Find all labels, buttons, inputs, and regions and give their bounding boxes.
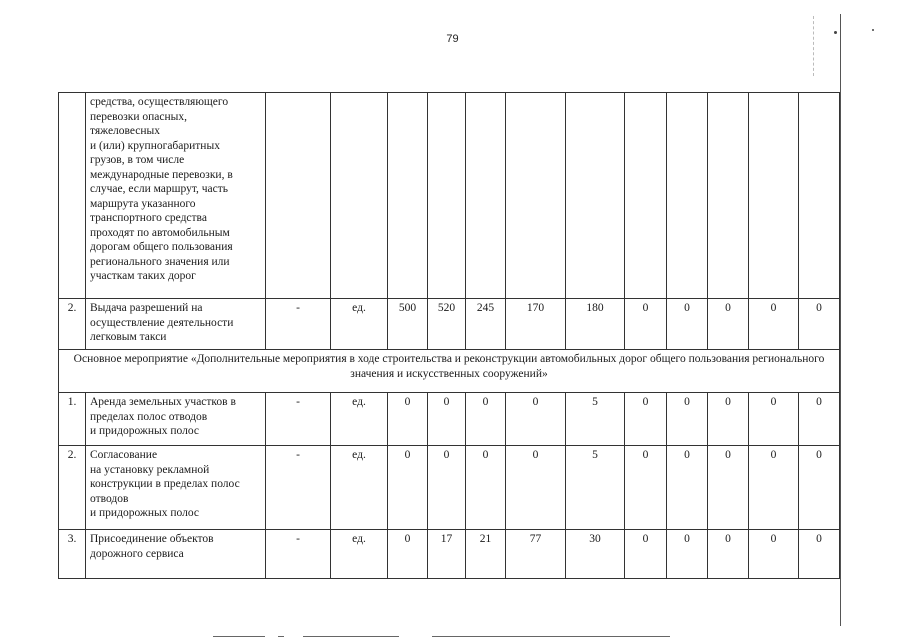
scan-speck [872, 29, 874, 31]
value-cell: 0 [428, 393, 466, 446]
value-cell [466, 93, 506, 299]
value-cell [708, 93, 749, 299]
value-cell: 0 [799, 393, 840, 446]
value-cell: 0 [708, 299, 749, 350]
scan-bottom-mark [213, 636, 265, 637]
value-cell: 0 [708, 446, 749, 530]
value-cell: 0 [625, 530, 667, 579]
value-cell: 0 [667, 446, 708, 530]
row-unit: ед. [331, 530, 388, 579]
row-number: 3. [59, 530, 86, 579]
value-cell: 30 [566, 530, 625, 579]
table-row [59, 299, 840, 350]
row-unit: ед. [331, 446, 388, 530]
value-cell: 21 [466, 530, 506, 579]
value-cell: 0 [749, 393, 799, 446]
value-cell: 0 [466, 393, 506, 446]
value-cell [566, 93, 625, 299]
value-cell: 0 [625, 393, 667, 446]
value-cell: 5 [566, 446, 625, 530]
value-cell: 0 [428, 446, 466, 530]
value-cell: 500 [388, 299, 428, 350]
scan-speck [834, 31, 837, 34]
scan-faint-line [813, 16, 815, 76]
value-cell: 0 [506, 393, 566, 446]
row-name: Присоединение объектов дорожного сервиса [86, 530, 266, 579]
row-name: средства, осуществляющего перевозки опасных, тяжеловесных и (или) крупногабаритных грузов, в том числе международные перевозки, в случае, если маршрут, часть маршрута указанного транспортного средства проходят по автомобильным дорогам общего пользования регионального значения или участкам таких дорог [86, 93, 266, 299]
page-number: 79 [446, 33, 459, 45]
value-cell: 0 [749, 530, 799, 579]
row-name: Аренда земельных участков в пределах полос отводов и придорожных полос [86, 393, 266, 446]
value-cell: 170 [506, 299, 566, 350]
value-cell: 0 [388, 393, 428, 446]
section-title: Основное мероприятие «Дополнительные мероприятия в ходе строительства и реконструкции автомобильных дорог общего пользования регионального значения и искусственных сооружений» [59, 350, 840, 393]
value-cell [749, 93, 799, 299]
row-source: - [266, 299, 331, 350]
table-body [59, 93, 840, 579]
value-cell: 0 [625, 299, 667, 350]
value-cell: 0 [799, 299, 840, 350]
value-cell [625, 93, 667, 299]
indicator-table [58, 92, 840, 579]
value-cell [506, 93, 566, 299]
row-source: - [266, 393, 331, 446]
value-cell [388, 93, 428, 299]
row-source: - [266, 530, 331, 579]
table-row [59, 93, 840, 299]
value-cell: 245 [466, 299, 506, 350]
value-cell: 0 [667, 530, 708, 579]
row-source: - [266, 446, 331, 530]
row-name: Согласование на установку рекламной конструкции в пределах полос отводов и придорожных полос [86, 446, 266, 530]
table-row [59, 530, 840, 579]
value-cell [799, 93, 840, 299]
value-cell: 0 [667, 299, 708, 350]
table-row [59, 393, 840, 446]
value-cell: 0 [388, 446, 428, 530]
value-cell: 0 [708, 393, 749, 446]
row-number: 2. [59, 299, 86, 350]
row-number: 2. [59, 446, 86, 530]
row-number [59, 93, 86, 299]
value-cell: 0 [506, 446, 566, 530]
value-cell [667, 93, 708, 299]
section-row [59, 350, 840, 393]
table-row [59, 446, 840, 530]
value-cell: 0 [749, 299, 799, 350]
value-cell [428, 93, 466, 299]
value-cell: 180 [566, 299, 625, 350]
row-name: Выдача разрешений на осуществление деятельности легковым такси [86, 299, 266, 350]
value-cell: 0 [625, 446, 667, 530]
value-cell: 0 [799, 446, 840, 530]
value-cell: 0 [708, 530, 749, 579]
scan-bottom-mark [303, 636, 399, 637]
row-unit: ед. [331, 299, 388, 350]
value-cell: 0 [466, 446, 506, 530]
value-cell: 17 [428, 530, 466, 579]
value-cell: 520 [428, 299, 466, 350]
scan-bottom-mark [432, 636, 670, 637]
value-cell: 0 [799, 530, 840, 579]
value-cell: 77 [506, 530, 566, 579]
value-cell: 0 [388, 530, 428, 579]
row-unit: ед. [331, 393, 388, 446]
value-cell: 5 [566, 393, 625, 446]
row-number: 1. [59, 393, 86, 446]
scan-bottom-mark [278, 636, 284, 637]
scan-edge-line [840, 14, 841, 626]
value-cell: 0 [667, 393, 708, 446]
value-cell: 0 [749, 446, 799, 530]
row-source [266, 93, 331, 299]
row-unit [331, 93, 388, 299]
